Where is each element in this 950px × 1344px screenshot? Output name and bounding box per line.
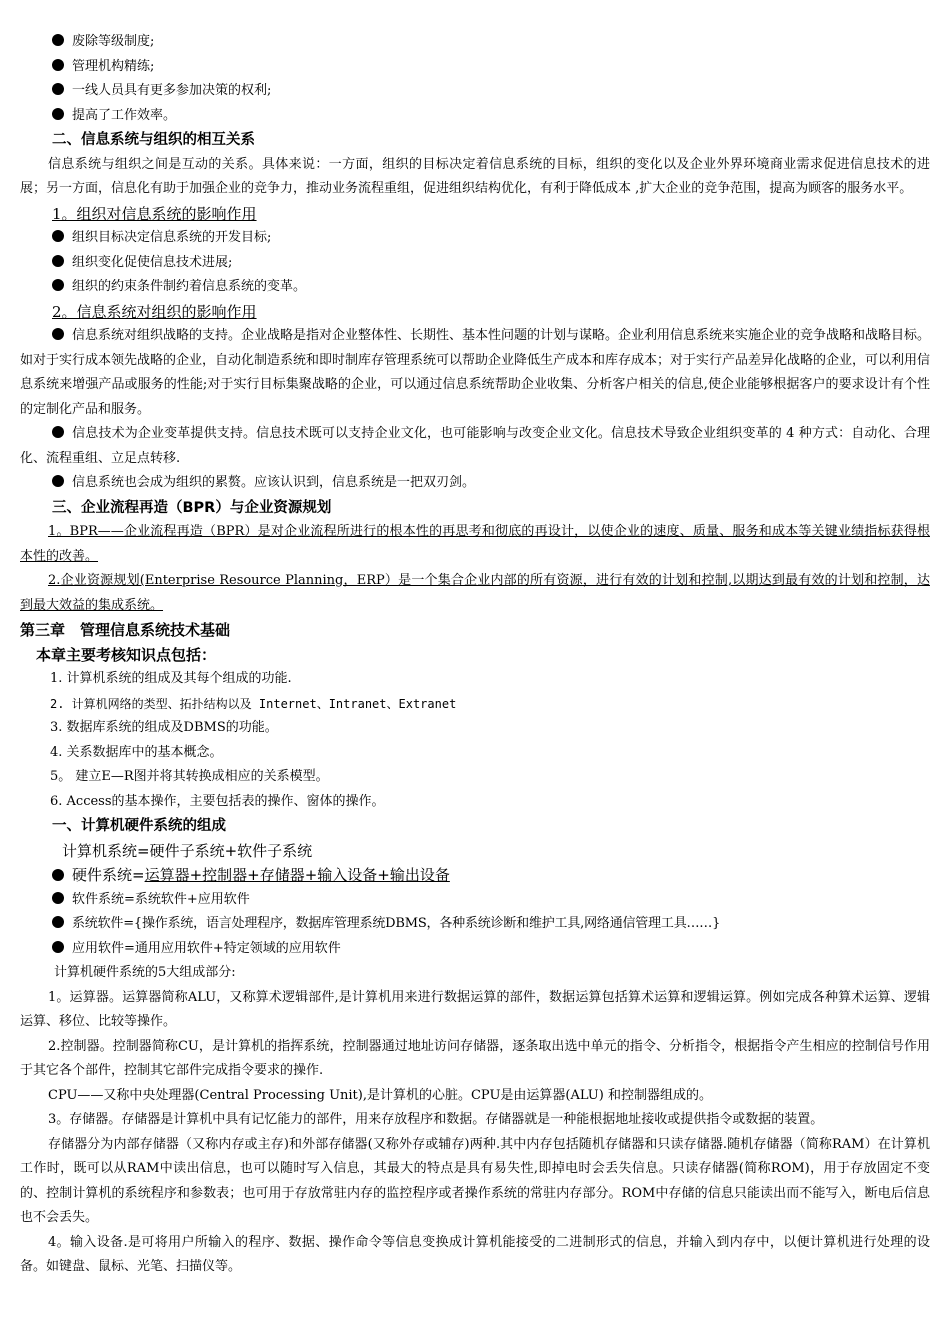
bpr-paragraph: 1。BPR——企业流程再造（BPR）是对企业流程所进行的根本性的再思考和彻底的再设计，以使企业的速度、质量、服务和成本等关键业绩指标获得根本性的改善。 [20, 524, 930, 564]
hardware-formula: 硬件系统=运算器+控制器+存储器+输入设备+输出设备 [20, 863, 930, 888]
list-item: 应用软件=通用应用软件+特定领域的应用软件 [20, 937, 930, 962]
key-point: 3. 数据库系统的组成及DBMS的功能。 [50, 720, 278, 735]
bullet-icon [52, 869, 64, 881]
list-item: 软件系统=系统软件+应用软件 [20, 888, 930, 913]
paragraph: 3。存储器。存储器是计算机中具有记忆能力的部件，用来存放程序和数据。存储器就是一种能根据地址接收或提供指令或数据的装置。 [48, 1112, 824, 1127]
paragraph: 信息系统与组织之间是互动的关系。具体来说：一方面，组织的目标决定着信息系统的目标，组织的变化以及企业外界环境商业需求促进信息技术的进展；另一方面，信息化有助于加强企业的竞争力，推动业务流程重组，促进组织结构优化，有利于降低成本 ,扩大企业的竞争范围，提高为顾客的服务水平。 [20, 156, 930, 196]
section-heading: 二、信息系统与组织的相互关系 [52, 132, 255, 148]
paragraph: 计算机硬件系统的5大组成部分: [54, 965, 236, 980]
bullet-icon [52, 941, 64, 953]
paragraph: 4。输入设备.是可将用户所输入的程序、数据、操作命令等信息变换成计算机能接受的二进制形式的信息，并输入到内存中，以便计算机进行处理的设备。如键盘、鼠标、光笔、扫描仪等。 [20, 1234, 930, 1274]
paragraph: 2.控制器。控制器简称CU，是计算机的指挥系统，控制器通过地址访问存储器，逐条取出选中单元的指令、分析指令，根据指令产生相应的控制信号作用于其它各个部件，控制其它部件完成指令要求的操作. [20, 1038, 930, 1078]
bullet-icon [52, 230, 64, 242]
bullet-icon [52, 475, 64, 487]
section-heading: 三、企业流程再造（BPR）与企业资源规划 [52, 499, 332, 516]
bullet-icon [52, 328, 64, 340]
key-point: 1. 计算机系统的组成及其每个组成的功能. [50, 671, 292, 686]
key-point: 4. 关系数据库中的基本概念。 [50, 744, 223, 760]
list-item: 组织目标决定信息系统的开发目标; [20, 226, 930, 251]
list-item: 废除等级制度; [20, 30, 930, 55]
subsection-heading: 1。组织对信息系统的影响作用 [52, 204, 257, 223]
paragraph: 存储器分为内部存储器（又称内存或主存)和外部存储器(又称外存或辅存)两种.其中内存包括随机存储器和只读存储器.随机存储器（简称RAM）在计算机工作时，既可以从RAM中读出信息，也可以随时写入信息，其最大的特点是具有易失性,即掉电时会丢失信息。只读存储器(简称ROM)，用于存放固定不变的、控制计算机的系统程序和参数表；也可用于存放常驻内存的监控程序或者操作系统的常驻内存部分。ROM中存储的信息只能读出而不能写入，断电后信息也不会丢失。 [20, 1136, 930, 1225]
bullet-icon [52, 83, 64, 95]
list-item: 组织变化促使信息技术进展; [20, 251, 930, 276]
paragraph: CPU——又称中央处理器(Central Processing Unit),是计算机的心脏。CPU是由运算器(ALU) 和控制器组成的。 [48, 1087, 712, 1103]
bullet-icon [52, 279, 64, 291]
section-heading: 一、计算机硬件系统的组成 [52, 818, 226, 834]
list-item: 提高了工作效率。 [20, 104, 930, 129]
bullet-icon [52, 59, 64, 71]
bullet-icon [52, 426, 64, 438]
bullet-icon [52, 255, 64, 267]
bullet-icon [52, 34, 64, 46]
bullet-paragraph: 信息系统对组织战略的支持。企业战略是指对企业整体性、长期性、基本性问题的计划与谋略。企业利用信息系统来实施企业的竞争战略和战略目标。如对于实行成本领先战略的企业，自动化制造系统和即时制库存管理系统可以帮助企业降低生产成本和库存成本；对于实行产品差异化战略的企业，可以利用信息系统来增强产品或服务的性能;对于实行目标集聚战略的企业，可以通过信息系统帮助企业收集、分析客户相关的信息,使企业能够根据客户的要求设计有个性的定制化产品和服务。 [20, 328, 931, 417]
list-item: 组织的约束条件制约着信息系统的变革。 [20, 275, 930, 300]
bullet-paragraph: 信息技术为企业变革提供支持。信息技术既可以支持企业文化，也可能影响与改变企业文化。信息技术导致企业组织变革的 4 种方式：自动化、合理化、流程重组、立足点转移. [20, 426, 930, 466]
bullet-icon [52, 892, 64, 904]
erp-paragraph: 2.企业资源规划(Enterprise Resource Planning，ERP）是一个集合企业内部的所有资源，进行有效的计划和控制,以期达到最有效的计划和控制，达到最大效益的集成系统。 [20, 573, 930, 613]
key-point: 2. 计算机网络的类型、拓扑结构以及 Internet、Intranet、Extranet [50, 696, 457, 711]
list-item: 管理机构精练; [20, 55, 930, 80]
subsection-heading: 2。信息系统对组织的影响作用 [52, 302, 257, 321]
paragraph: 1。运算器。运算器简称ALU，又称算术逻辑部件,是计算机用来进行数据运算的部件，数据运算包括算术运算和逻辑运算。例如完成各种算术运算、逻辑运算、移位、比较等操作。 [20, 989, 930, 1029]
bullet-paragraph: 信息系统也会成为组织的累赘。应该认识到，信息系统是一把双刃剑。 [20, 471, 930, 496]
bullet-icon [52, 108, 64, 120]
list-item: 一线人员具有更多参加决策的权利; [20, 79, 930, 104]
key-point: 6. Access的基本操作，主要包括表的操作、窗体的操作。 [50, 793, 385, 809]
system-formula: 计算机系统=硬件子系统+软件子系统 [62, 841, 313, 860]
key-points-title: 本章主要考核知识点包括： [36, 645, 217, 664]
chapter-title: 第三章 管理信息系统技术基础 [20, 621, 231, 639]
bullet-icon [52, 916, 64, 928]
key-point: 5。 建立E—R图并将其转换成相应的关系模型。 [50, 769, 329, 784]
list-item: 系统软件={操作系统，语言处理程序，数据库管理系统DBMS，各种系统诊断和维护工具,网络通信管理工具……} [20, 912, 930, 937]
